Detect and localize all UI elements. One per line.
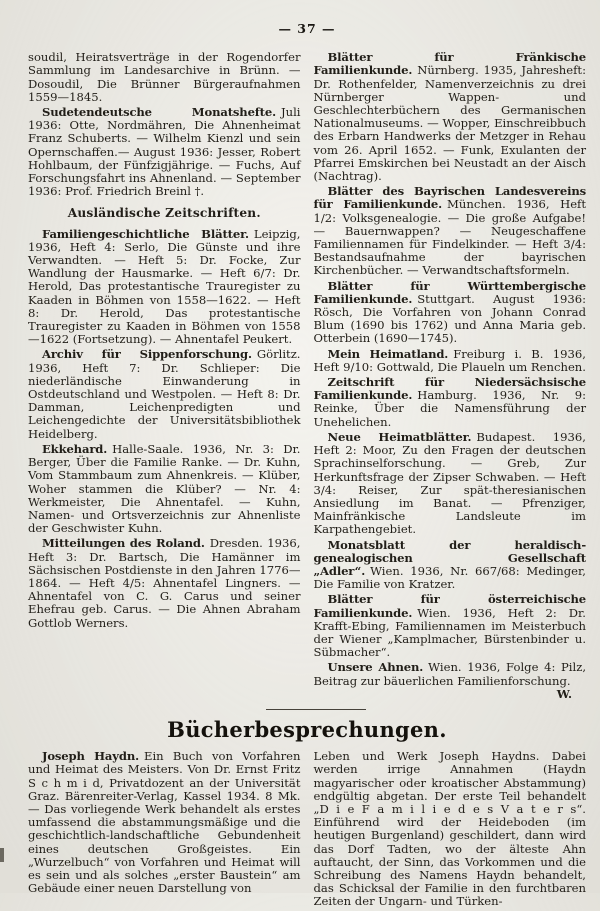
journal-entry (28, 443, 301, 535)
section-divider (266, 709, 366, 710)
journal-entry-text: Freiburg i. B. 1936, Heft 9/10: Gottwald, Die Plaueln um Renchen. (313, 346, 586, 374)
book-review-entry (314, 750, 587, 908)
journal-title: Familiengeschichtliche Blätter. (42, 226, 249, 241)
journal-title: Archiv für Sippenforschung. (42, 347, 252, 362)
journal-entry (314, 376, 587, 429)
journal-title: Monatsblatt der heraldisch-genealogischen Gesellschaft „Adler“. (313, 537, 586, 578)
journal-entry (314, 431, 587, 537)
book-review-text: Leben und Werk Joseph Haydns. Dabei werden irrige Annahmen (Haydn magyarischer oder kroatischer Abstammung) endgültig abgetan. Der erste Teil behandelt „D i e F a m i l i e d e s V a t e r s“. Einführend wird der Heideboden (im heutigen Burgenland) geschildert, dann wird das Dorf Tadten, wo der älteste Ahn auftaucht, der Sinn, das Vorkommen und die Schreibung des Namens Haydn behandelt, das Schicksal der Familie in den furchtbaren Zeiten der Ungarn- und Türken- (313, 749, 586, 909)
book-reviews-heading: Bücherbesprechungen. (167, 716, 447, 742)
journal-title: Mitteilungen des Roland. (42, 536, 205, 551)
journal-entry (314, 280, 587, 346)
scan-edge-artifact (0, 848, 4, 862)
journal-title: Blätter des Bayrischen Landesvereins für Familienkunde. (313, 184, 586, 212)
journal-entry-text: Leipzig, 1936, Heft 4: Serlo, Die Günste und ihre Verwandten. — Heft 5: Dr. Focke, Zur Wandlung der Hausmarke. — Heft 6/7: Dr. Herold, Das protestantische Trauregister zu Kaaden in Böhmen von 1558—1622. — Heft 8: Dr. Herold, Das protestantische Trauregister zu Kaaden in Böhmen von 1558—1622 (Fortsetzung). — Ahnentafel Peukert. (28, 226, 301, 347)
journal-entry-text: Wien. 1936, Folge 4: Pilz, Beitrag zur bäuerlichen Familienforschung. (313, 660, 586, 688)
journal-entry (28, 348, 301, 440)
journal-entry (28, 106, 301, 198)
journal-entry-text: Stuttgart. August 1936: Rösch, Die Vorfahren von Johann Conrad Blum (1690 bis 1762) und Anna Maria geb. Otterbein (1690—1745). (313, 291, 586, 346)
journal-entry-text: Wien. 1936, Nr. 667/68: Medinger, Die Familie von Kratzer. (313, 563, 586, 592)
review-left-column (28, 750, 301, 910)
journal-entry (28, 51, 301, 104)
book-title: Joseph Haydn. (42, 749, 140, 764)
journal-entry-text: Wien. 1936, Heft 2: Dr. Krafft-Ebing, Familiennamen im Meisterbuch der Wiener „Kamplmacher, Bürstenbinder u. Sübmacher“. (313, 605, 586, 660)
journal-entry (314, 539, 587, 592)
left-column (28, 51, 301, 701)
journal-entry (314, 51, 587, 183)
journal-title: Ekkehard. (42, 441, 108, 456)
journal-title: Blätter für österreichische Familienkunde. (313, 592, 586, 620)
journal-entry (314, 593, 587, 659)
journal-entry (314, 348, 587, 374)
journal-title: Blätter für Württembergische Familienkunde. (313, 278, 586, 306)
book-reviews-section (28, 750, 586, 910)
reviewer-initial: W. (556, 686, 572, 701)
journal-entry-text: Nürnberg. 1935, Jahresheft: Dr. Rothenfelder, Namenverzeichnis zu drei Nürnberger Wappen- und Geschlechterbüchern des Germanischen Nationalmuseums. — Wopper, Einschreibbuch des Erbarn Handwerks der Metzger in Rehau vom 26. April 1652. — Funk, Exulanten der Pfarrei Emskirchen bei Neustadt an der Aisch (Nachtrag). (313, 63, 586, 184)
journal-entry (314, 185, 587, 277)
journal-title: Sudetendeutsche Monatshefte. (42, 105, 276, 120)
journal-reviews-section (28, 51, 586, 701)
journal-entry-text: Hamburg. 1936, Nr. 9: Reinke, Über die Namensführung der Unehelichen. (313, 388, 586, 429)
journal-title: Neue Heimatblätter. (327, 429, 472, 444)
journal-entry-text: Dresden. 1936, Heft 3: Dr. Bartsch, Die Hamänner im Sächsischen Postdienste in den Jahren 1776—1864. — Heft 4/5: Ahnentafel Lingners. — Ahnentafel von C. G. Carus und seiner Ehefrau geb. Carus. — Die Ahnen Abraham Gottlob Werners. (28, 536, 301, 630)
journal-entry (313, 660, 587, 701)
review-right-column (314, 750, 587, 910)
journal-entry-text: soudil, Heiratsverträge in der Rogendorfer Sammlung im Landesarchive in Brünn. — Dosoudil, Die Brünner Bürgeraufnahmen 1559—1845. (28, 50, 301, 104)
book-review-text: Ein Buch von Vorfahren und Heimat des Meisters. Von Dr. Ernst Fritz S c h m i d, Privatdozent an der Universität Graz. Bärenreiter-Verlag, Kassel 1934. 8 Mk. — Das vorliegende Werk behandelt als erstes umfassend die abstammungsmäßige und die geschichtlich-landschaftliche Gebundenheit eines deutschen Großgeistes. Ein „Wurzelbuch“ von Vorfahren und Heimat will es sein und als solches „erster Baustein“ am Gebäude einer neuen Darstellung von (28, 749, 301, 896)
right-column (314, 51, 587, 701)
book-review-entry (28, 750, 301, 895)
journal-title: Mein Heimatland. (327, 346, 449, 361)
journal-title: Unsere Ahnen. (327, 660, 424, 675)
journal-entry-text: München. 1936, Heft 1/2: Volksgenealogie. — Die große Aufgabe! — Bauernwappen? — Neugeschaffene Familiennamen für Findelkinder. — Heft 3/4: Bestandsaufnahme der bayrischen Kirchenbücher. — Verwandtschaftsformeln. (313, 197, 587, 278)
journal-entry-text: Görlitz. 1936, Heft 7: Dr. Schlieper: Die niederländische Einwanderung in Ostdeutschland und Westpolen. — Heft 8: Dr. Damman, Leichenpredigten und Leichengedichte der Universitätsbibliothek Heidelberg. (28, 347, 301, 441)
page-number: — 37 — (278, 21, 336, 36)
journal-title: Zeitschrift für Niedersächsische Familienkunde. (313, 375, 586, 403)
journal-entry-text: Halle-Saale. 1936, Nr. 3: Dr. Berger, Über die Familie Ranke. — Dr. Kuhn, Vom Stammbaum zum Ahnenkreis. — Klüber, Woher stammen die Klüber? — Nr. 4: Werkmeister, Die Ahnentafel. — Kuhn, Namen- und Ortsverzeichnis zur Ahnenliste der Geschwister Kuhn. (28, 441, 301, 536)
journal-entry (28, 228, 301, 347)
section-heading-foreign-journals: Ausländische Zeitschriften. (67, 206, 261, 221)
journal-entry-text: Juli 1936: Otte, Nordmähren, Die Ahnenheimat Franz Schuberts. — Wilhelm Kienzl und sein Opernschaffen.— August 1936: Jesser, Robert Hohlbaum, der Fünfzigjährige. — Fuchs, Auf Forschungsfahrt ins Ahnenland. — September 1936: Prof. Friedrich Breinl †. (28, 105, 301, 199)
journal-entry (28, 537, 301, 629)
journal-entry-text: Budapest. 1936, Heft 2: Moor, Zu den Fragen der deutschen Sprachinselforschung. — Greb, Zur Herkunftsfrage der Zipser Schwaben. — Heft 3/4: Reiser, Zur spät-theresianischen Ansiedlung im Banat. — Pfrenziger, Mainfränkische Landsleute im Karpathengebiet. (313, 429, 586, 537)
journal-title: Blätter für Fränkische Familienkunde. (313, 50, 586, 78)
